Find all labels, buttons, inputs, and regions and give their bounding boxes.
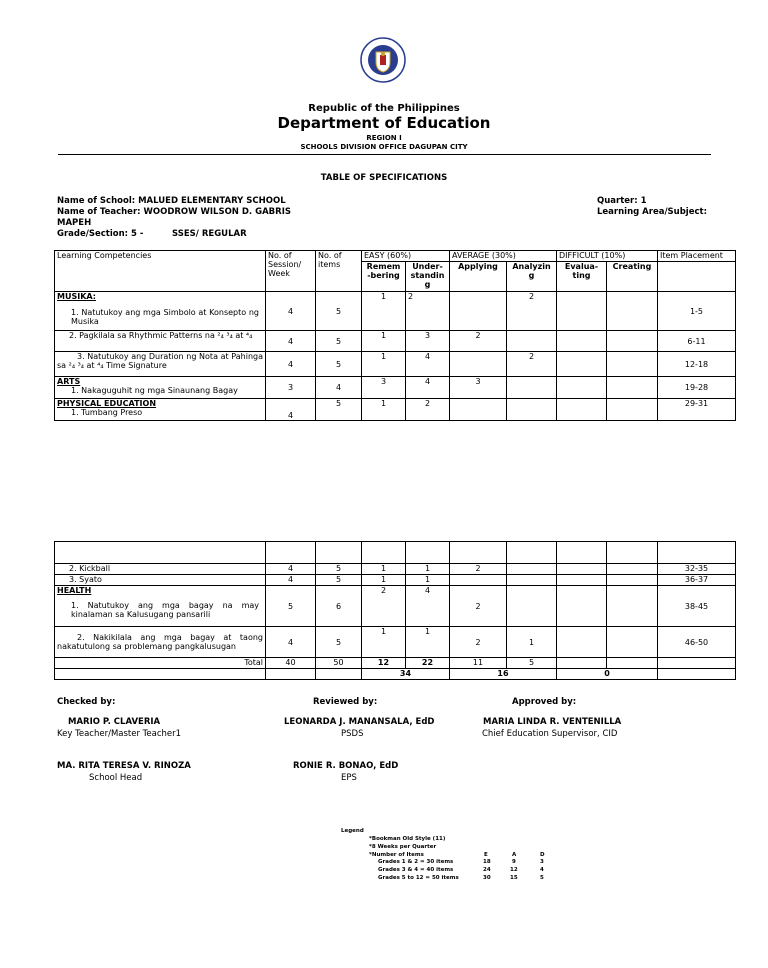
legend-col-a: A: [512, 852, 517, 858]
approved-name: MARIA LINDA R. VENTENILLA: [483, 717, 622, 727]
table-row: 3. Syato 4 5 1 1 36-37: [55, 575, 736, 586]
reviewed-name: LEONARDA J. MANANSALA, EdD: [284, 717, 435, 727]
deped-seal-icon: [360, 28, 406, 92]
legend-col-d: D: [540, 852, 545, 858]
table-row: 3. Natutukoy ang Duration ng Nota at Pahinga sa ²₄ ³₄ at ⁴₄ Time Signature 4 5 1 4 2 12-18: [55, 352, 736, 377]
table-row: HEALTH 1. Natutukoy ang mga bagay na may kinalaman sa Kalusugang pansarili 5 6 2 4 2 38-45: [55, 586, 736, 627]
region-label: REGION I: [366, 134, 402, 142]
header-analyzing: Analyzin g: [507, 262, 557, 292]
header-creating: Creating: [607, 262, 658, 292]
header-placement: Item Placement: [658, 251, 736, 262]
header-difficult: DIFFICULT (10%): [557, 251, 658, 262]
school-name: Name of School: MALUED ELEMENTARY SCHOOL: [57, 196, 286, 206]
legend-items-label: *Number of Items: [369, 852, 424, 858]
header-competencies: Learning Competencies: [55, 251, 266, 292]
table-row: MUSIKA: 1. Natutukoy ang mga Simbolo at Konsepto ng Musika 4 5 1 2 2 1-5: [55, 292, 736, 331]
head-name: MA. RITA TERESA V. RINOZA: [57, 761, 191, 771]
section-arts: ARTS: [57, 377, 81, 386]
eps-title: EPS: [341, 773, 357, 783]
division-label: SCHOOLS DIVISION OFFICE DAGUPAN CITY: [300, 143, 468, 151]
table-row: 2. Kickball 4 5 1 1 2 32-35: [55, 564, 736, 575]
table-row: PHYSICAL EDUCATION 1. Tumbang Preso 4 5 1 2 29-31: [55, 399, 736, 421]
header-applying: Applying: [450, 262, 507, 292]
eps-name: RONIE R. BONAO, EdD: [293, 761, 399, 771]
header-sessions: No. of Session/ Week: [266, 251, 316, 292]
approved-title: Chief Education Supervisor, CID: [482, 729, 618, 739]
specification-table-part2: [54, 541, 736, 680]
head-title: School Head: [89, 773, 143, 783]
legend-row-label: Grades 1 & 2 = 30 items: [378, 859, 454, 865]
quarter-label: Quarter: 1: [597, 196, 647, 206]
checked-title: Key Teacher/Master Teacher1: [57, 729, 182, 739]
subtotal-row: 34 16 0: [55, 669, 736, 680]
reviewed-by-label: Reviewed by:: [313, 697, 378, 707]
header-items: No. of items: [316, 251, 362, 292]
section-pe: PHYSICAL EDUCATION: [57, 399, 157, 408]
checked-by-label: Checked by:: [57, 697, 116, 707]
department-heading: Department of Education: [277, 114, 491, 132]
section-musika: MUSIKA:: [57, 292, 96, 301]
reviewed-title: PSDS: [341, 729, 364, 739]
approved-by-label: Approved by:: [512, 697, 577, 707]
legend-row-label: Grades 3 & 4 = 40 items: [378, 867, 454, 873]
legend-font: *Bookman Old Style (11): [369, 836, 446, 842]
subject-name: MAPEH: [57, 218, 92, 228]
class-type: SSES/ REGULAR: [172, 229, 247, 239]
table-row: 2. Nakikilala ang mga bagay at taong nakatutulong sa problemang pangkalusugan 4 5 1 1 2 1 46-50: [55, 627, 736, 658]
total-row: Total 40 50 12 22 11 5: [55, 658, 736, 669]
table-row: ARTS 1. Nakaguguhit ng mga Sinaunang Bagay 3 4 3 4 3 19-28: [55, 377, 736, 399]
section-health: HEALTH: [57, 586, 92, 595]
header-divider: [58, 154, 711, 155]
republic-heading: Republic of the Philippines: [308, 103, 460, 114]
legend-row-label: Grades 5 to 12 = 50 items: [378, 875, 459, 881]
header-understanding: Under- standin g: [406, 262, 450, 292]
header-easy: EASY (60%): [362, 251, 450, 262]
table-row: 2. Pagkilala sa Rhythmic Patterns na ²₄ ³₄ at ⁴₄ 4 5 1 3 2 6-11: [55, 331, 736, 352]
legend-title: Legend: [341, 828, 364, 834]
grade-section: Grade/Section: 5 -: [57, 229, 144, 239]
legend-weeks: *8 Weeks per Quarter: [369, 844, 437, 850]
header-evaluating: Evalua- ting: [557, 262, 607, 292]
legend-col-e: E: [484, 852, 488, 858]
page-title: TABLE OF SPECIFICATIONS: [320, 173, 448, 183]
learning-area-label: Learning Area/Subject:: [597, 207, 707, 217]
checked-name: MARIO P. CLAVERIA: [68, 717, 161, 727]
specification-table-part1: [54, 250, 736, 421]
header-remembering: Remem -bering: [362, 262, 406, 292]
header-average: AVERAGE (30%): [450, 251, 557, 262]
teacher-name: Name of Teacher: WOODROW WILSON D. GABRIS: [57, 207, 291, 217]
